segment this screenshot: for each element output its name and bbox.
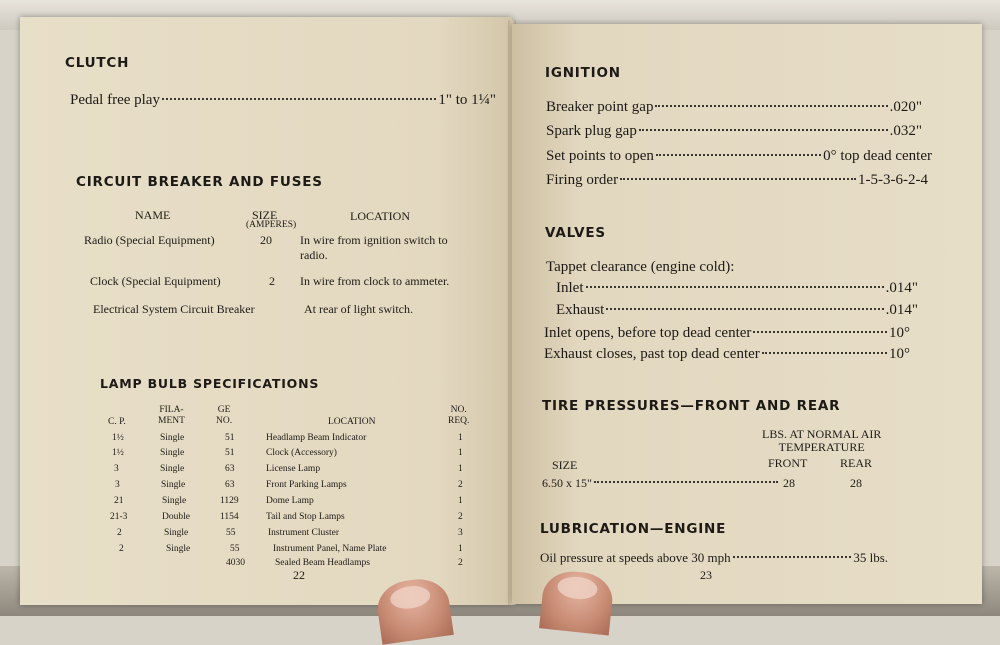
lamp-req: 3 [458, 528, 463, 538]
valves-heading: VALVES [545, 225, 606, 241]
ignition-row [546, 99, 922, 116]
lamp-location: Instrument Panel, Name Plate [273, 544, 387, 554]
ignition-value: .020" [889, 99, 922, 115]
lamp-col-req-line2: REQ. [448, 416, 470, 426]
lamp-ge: 63 [225, 480, 235, 490]
tire-col-size: SIZE [552, 458, 578, 472]
lamp-col-filament [158, 405, 185, 427]
circuit-row-location: In wire from ignition switch to [300, 233, 448, 247]
tire-front-value: 28 [783, 476, 795, 490]
oil-pressure-row [540, 550, 888, 566]
exhaust-row [556, 302, 918, 319]
lamp-col-filament-line1: FILA- [159, 405, 184, 415]
lamp-cp: 21-3 [110, 512, 128, 522]
circuit-col-size-sub: (AMPERES) [246, 220, 297, 230]
oil-pressure-value: 35 lbs. [853, 550, 888, 565]
ignition-value: .032" [889, 123, 922, 139]
lamp-filament: Single [166, 544, 191, 554]
lubrication-heading: LUBRICATION—ENGINE [540, 521, 727, 537]
circuit-row-size: 20 [260, 233, 272, 247]
ignition-label: Set points to open [546, 148, 654, 164]
leader-dots [586, 286, 884, 288]
exhaust-label: Exhaust [556, 302, 605, 318]
ignition-label: Spark plug gap [546, 123, 637, 139]
leader-dots [655, 105, 887, 107]
thumbnail [556, 575, 598, 601]
oil-pressure-label: Oil pressure at speeds above 30 mph [540, 550, 731, 565]
inlet-label: Inlet [556, 280, 584, 296]
ignition-row [546, 172, 928, 189]
lamp-col-ge-line2: NO. [216, 416, 233, 426]
lamp-col-req [448, 405, 469, 427]
lamp-col-ge-line1: GE [217, 405, 231, 415]
lamp-location: License Lamp [266, 464, 321, 474]
exhaust-closes-label: Exhaust closes, past top dead center [544, 346, 760, 362]
lamp-ge: 1154 [220, 512, 239, 522]
ignition-label: Firing order [546, 172, 619, 188]
lamp-req: 1 [458, 464, 463, 474]
exhaust-value: .014" [885, 302, 918, 318]
tire-size: 6.50 x 15" [542, 476, 592, 490]
lamp-cp: 1½ [112, 448, 124, 458]
leader-dots [606, 308, 883, 310]
circuit-heading: CIRCUIT BREAKER AND FUSES [76, 174, 323, 190]
leader-dots [762, 352, 887, 354]
lamp-req: 2 [458, 480, 463, 490]
ignition-label: Breaker point gap [546, 99, 654, 115]
lamp-cp: 2 [119, 544, 124, 554]
lamp-req: 1 [458, 544, 463, 554]
clutch-pedal-row [70, 92, 496, 109]
left-page [20, 17, 512, 605]
lamp-location: Dome Lamp [266, 496, 314, 506]
pedal-label: Pedal free play [70, 92, 160, 108]
tire-lbs-caption [762, 428, 881, 454]
circuit-row-location-cont: radio. [300, 248, 328, 262]
ignition-row [546, 123, 922, 140]
lamp-filament: Single [162, 496, 187, 506]
inlet-opens-value: 10° [889, 325, 910, 341]
lamp-filament: Single [161, 480, 186, 490]
lamp-ge: 55 [230, 544, 240, 554]
lamp-req: 2 [458, 558, 463, 568]
ignition-row [546, 148, 932, 165]
lamp-col-ge [216, 405, 232, 427]
inlet-opens-row [544, 325, 910, 342]
lamp-heading: LAMP BULB SPECIFICATIONS [100, 376, 320, 391]
tappet-label: Tappet clearance (engine cold): [546, 259, 735, 275]
lamp-ge: 51 [225, 433, 235, 443]
lamp-filament: Single [160, 448, 185, 458]
leader-dots [162, 98, 436, 100]
lamp-cp: 3 [115, 480, 120, 490]
lamp-filament: Single [160, 464, 185, 474]
lamp-filament: Double [162, 512, 190, 522]
ignition-value: 1-5-3-6-2-4 [858, 172, 928, 188]
circuit-row-name: Clock (Special Equipment) [90, 274, 221, 288]
leader-dots [620, 178, 856, 180]
circuit-col-location: LOCATION [350, 209, 410, 223]
lamp-req: 1 [458, 496, 463, 506]
lamp-location: Headlamp Beam Indicator [266, 433, 367, 443]
lamp-col-cp: C. P. [108, 417, 126, 427]
circuit-row-name: Electrical System Circuit Breaker [93, 302, 255, 316]
inlet-value: .014" [885, 280, 918, 296]
exhaust-closes-row [544, 346, 910, 363]
leader-dots [594, 481, 778, 483]
lamp-cp: 1½ [112, 433, 124, 443]
circuit-row-name: Radio (Special Equipment) [84, 233, 215, 247]
lamp-req: 1 [458, 448, 463, 458]
page-number: 22 [293, 568, 305, 582]
lamp-ge: 63 [225, 464, 235, 474]
lamp-col-filament-line2: MENT [158, 416, 185, 426]
tire-col-rear: REAR [840, 456, 873, 470]
circuit-row-size: 2 [269, 274, 275, 288]
inlet-opens-label: Inlet opens, before top dead center [544, 325, 752, 341]
tire-rear-value: 28 [850, 476, 862, 490]
right-page [512, 24, 982, 604]
tire-lbs-line2: TEMPERATURE [778, 440, 865, 454]
pedal-value: 1" to 1¼" [438, 92, 496, 108]
circuit-col-size: SIZE [252, 208, 278, 222]
circuit-row-location: In wire from clock to ammeter. [300, 274, 450, 288]
lamp-filament: Single [160, 433, 185, 443]
lamp-ge: 4030 [226, 558, 245, 568]
lamp-req: 2 [458, 512, 463, 522]
lamp-ge: 51 [225, 448, 235, 458]
clutch-heading: CLUTCH [65, 55, 130, 71]
thumbnail [389, 584, 432, 611]
circuit-row-location: At rear of light switch. [304, 302, 413, 316]
ignition-heading: IGNITION [545, 65, 621, 81]
tire-heading: TIRE PRESSURES—FRONT AND REAR [542, 398, 841, 414]
circuit-col-name: NAME [135, 208, 171, 222]
leader-dots [733, 556, 852, 558]
ignition-value: 0° top dead center [823, 148, 932, 164]
lamp-filament: Single [164, 528, 189, 538]
lamp-location: Clock (Accessory) [266, 448, 337, 458]
leader-dots [753, 331, 887, 333]
tire-size-row [542, 476, 780, 491]
lamp-cp: 21 [114, 496, 124, 506]
lamp-cp: 2 [117, 528, 122, 538]
inlet-row [556, 280, 918, 297]
lamp-location: Tail and Stop Lamps [266, 512, 345, 522]
lamp-cp: 3 [114, 464, 119, 474]
lamp-location: Instrument Cluster [268, 528, 339, 538]
lamp-location: Front Parking Lamps [266, 480, 347, 490]
lamp-req: 1 [458, 433, 463, 443]
lamp-ge: 55 [226, 528, 236, 538]
leader-dots [639, 129, 888, 131]
lamp-ge: 1129 [220, 496, 239, 506]
lamp-col-req-line1: NO. [450, 405, 467, 415]
lamp-location: Sealed Beam Headlamps [275, 558, 370, 568]
lamp-col-location: LOCATION [328, 417, 376, 427]
exhaust-closes-value: 10° [889, 346, 910, 362]
tire-col-front: FRONT [768, 456, 808, 470]
page-number: 23 [700, 568, 712, 582]
leader-dots [656, 154, 821, 156]
tire-lbs-line1: LBS. AT NORMAL AIR [762, 427, 882, 441]
